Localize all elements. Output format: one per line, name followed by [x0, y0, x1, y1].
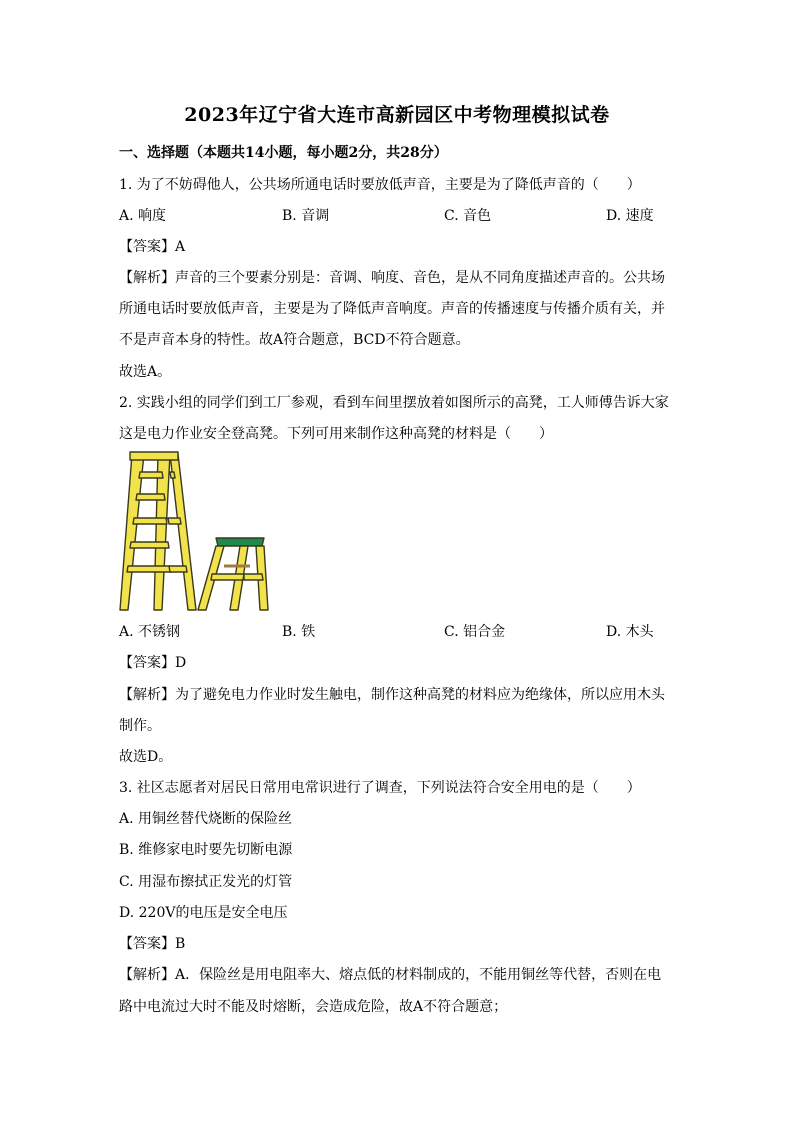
q3-option-a: A. 用铜丝替代烧断的保险丝: [119, 811, 293, 827]
q2-options: [119, 622, 679, 642]
q3-stem: 3. 社区志愿者对居民日常用电常识进行了调查，下列说法符合安全用电的是（ ）: [119, 780, 641, 796]
q1-option-d: D. 速度: [606, 208, 654, 224]
q2-stem-line-2: 这是电力作业安全登高凳。下列可用来制作这种高凳的材料是（ ）: [119, 426, 553, 442]
q3-analysis-line-1: 【解析】A．保险丝是用电阻率大、熔点低的材料制成的，不能用铜丝等代替，否则在电: [119, 967, 662, 983]
q1-analysis-line-1: 【解析】声音的三个要素分别是：音调、响度、音色，是从不同角度描述声音的。公共场: [119, 270, 665, 286]
q2-option-c: C. 铝合金: [444, 624, 506, 640]
section-heading: 一、选择题（本题共14小题，每小题2分，共28分）: [119, 145, 448, 161]
q2-stem-line-1: 2. 实践小组的同学们到工厂参观，看到车间里摆放着如图所示的高凳，工人师傅告诉大家: [119, 395, 669, 411]
q2-analysis-line-1: 【解析】为了避免电力作业时发生触电，制作这种高凳的材料应为绝缘体，所以应用木头: [119, 687, 665, 703]
q3-option-c: C. 用湿布擦拭正发光的灯管: [119, 874, 293, 890]
q2-option-b: B. 铁: [282, 624, 316, 640]
q3-answer: 【答案】B: [119, 936, 186, 952]
q1-option-b: B. 音调: [282, 208, 330, 224]
q3-option-b: B. 维修家电时要先切断电源: [119, 842, 293, 858]
q1-options: [119, 206, 679, 226]
q2-conclusion: 故选D。: [119, 749, 173, 765]
small-step-stool: [198, 538, 268, 610]
q2-answer: 【答案】D: [119, 655, 187, 671]
q2-option-d: D. 木头: [606, 624, 654, 640]
q1-analysis-line-3: 不是声音本身的特性。故A符合题意，BCD不符合题意。: [119, 332, 470, 348]
q2-option-a: A. 不锈钢: [119, 624, 181, 640]
q2-analysis-line-2: 制作。: [119, 718, 161, 734]
q1-conclusion: 故选A。: [119, 364, 172, 380]
q1-answer: 【答案】A: [119, 239, 186, 255]
q1-option-c: C. 音色: [444, 208, 492, 224]
q1-stem: 1. 为了不妨碍他人，公共场所通电话时要放低声音，主要是为了降低声音的（ ）: [119, 177, 641, 193]
tall-ladder-stool: [120, 452, 196, 610]
q1-analysis-line-2: 所通电话时要放低声音，主要是为了降低声音响度。声音的传播速度与传播介质有关，并: [119, 301, 665, 317]
q1-option-a: A. 响度: [119, 208, 167, 224]
page-title: 2023年辽宁省大连市高新园区中考物理模拟试卷: [184, 104, 610, 126]
q3-option-d: D. 220V的电压是安全电压: [119, 905, 288, 921]
safety-stools-illustration: [110, 448, 275, 618]
q3-analysis-line-2: 路中电流过大时不能及时熔断，会造成危险，故A不符合题意；: [119, 999, 508, 1015]
